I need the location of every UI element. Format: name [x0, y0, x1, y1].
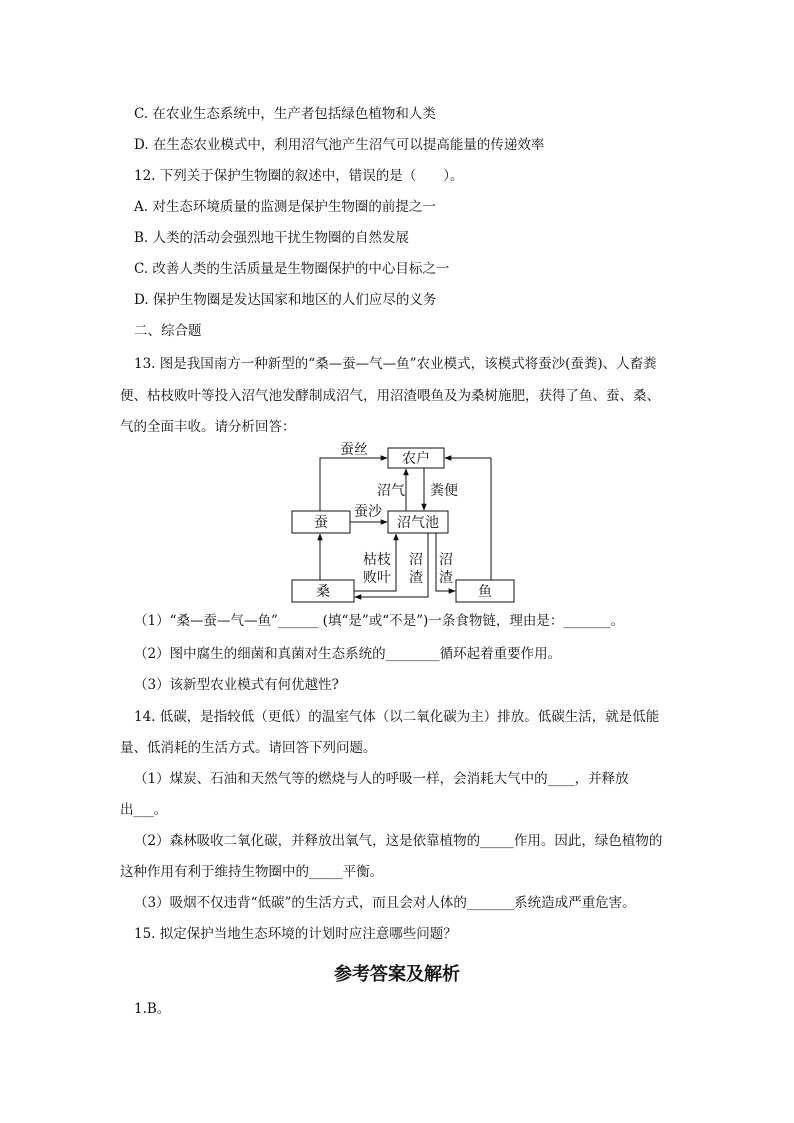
- silk-edge-label: 蚕丝: [340, 442, 368, 458]
- question-14-stem-line1: 14. 低碳，是指较低（更低）的温室气体（以二氧化碳为主）排放。低碳生活，就是低能: [134, 709, 660, 725]
- question-14-part2-line2: 这种作用有利于维持生物圈中的_____平衡。: [120, 864, 384, 880]
- question-14-part2-line1: （2）森林吸收二氧化碳，并释放出氧气，这是依靠植物的_____作用。因此，绿色植物的: [134, 833, 663, 849]
- biogas-pool-label: 沼气池: [397, 515, 439, 531]
- mulberry-label: 桑: [316, 584, 330, 600]
- leaves-edge-label-line2: 败叶: [363, 570, 391, 586]
- question-14-part1-line1: （1）煤炭、石油和天然气等的燃烧与人的呼吸一样，会消耗大气中的____，并释放: [134, 771, 629, 787]
- silkworm-label: 蚕: [314, 515, 328, 531]
- question-13-stem-line2: 便、枯枝败叶等投入沼气池发酵制成沼气，用沼渣喂鱼及为桑树施肥，获得了鱼、蚕、桑、: [120, 388, 660, 404]
- ecosystem-diagram: [288, 440, 518, 605]
- question-14-part1-line2: 出___。: [120, 802, 168, 818]
- question-13-part1: （1）“桑—蚕—气—鱼”______ (填“是”或“不是”)一条食物链，理由是：_______。: [134, 613, 625, 629]
- option-c-q12: C. 改善人类的生活质量是生物圈保护的中心目标之一: [134, 261, 450, 277]
- option-d-q11: D. 在生态农业模式中，利用沼气池产生沼气可以提高能量的传递效率: [134, 137, 545, 153]
- farmer-label: 农户: [402, 451, 430, 467]
- answers-section-title: 参考答案及解析: [334, 964, 460, 985]
- section-heading-comprehensive: 二、综合题: [134, 323, 202, 339]
- residue-a-label-line2: 渣: [409, 570, 423, 586]
- leaves-edge-label-line1: 枯枝: [363, 552, 391, 568]
- silkworm-sand-edge-label: 蚕沙: [354, 504, 382, 520]
- question-13-part2: （2）图中腐生的细菌和真菌对生态系统的________循环起着重要作用。: [134, 646, 562, 662]
- residue-a-label-line1: 沼: [409, 552, 423, 568]
- question-14-part3: （3）吸烟不仅违背“低碳”的生活方式，而且会对人体的_______系统造成严重危害。: [134, 895, 636, 911]
- answer-1: 1.B。: [134, 1001, 171, 1017]
- residue-b-label-line1: 沼: [439, 552, 453, 568]
- fish-label: 鱼: [478, 584, 492, 600]
- manure-edge-label: 粪便: [430, 483, 458, 499]
- question-12-stem: 12. 下列关于保护生物圈的叙述中，错误的是（ ）。: [134, 168, 464, 184]
- question-13-stem-line3: 气的全面丰收。请分析回答：: [120, 419, 296, 435]
- option-b-q12: B. 人类的活动会强烈地干扰生物圈的自然发展: [134, 230, 410, 246]
- option-c-q11: C. 在农业生态系统中，生产者包括绿色植物和人类: [134, 106, 436, 122]
- question-13-part3: （3）该新型农业模式有何优越性?: [134, 677, 339, 693]
- option-d-q12: D. 保护生物圈是发达国家和地区的人们应尽的义务: [134, 292, 437, 308]
- residue-b-label-line2: 渣: [439, 570, 453, 586]
- option-a-q12: A. 对生态环境质量的监测是保护生物圈的前提之一: [134, 199, 436, 215]
- biogas-edge-label: 沼气: [377, 483, 405, 499]
- question-14-stem-line2: 量、低消耗的生活方式。请回答下列问题。: [120, 740, 377, 756]
- question-15-stem: 15. 拟定保护当地生态环境的计划时应注意哪些问题？: [134, 926, 457, 942]
- question-13-stem-line1: 13. 图是我国南方一种新型的“桑—蚕—气—鱼”农业模式，该模式将蚕沙(蚕粪)、人畜粪: [134, 356, 657, 372]
